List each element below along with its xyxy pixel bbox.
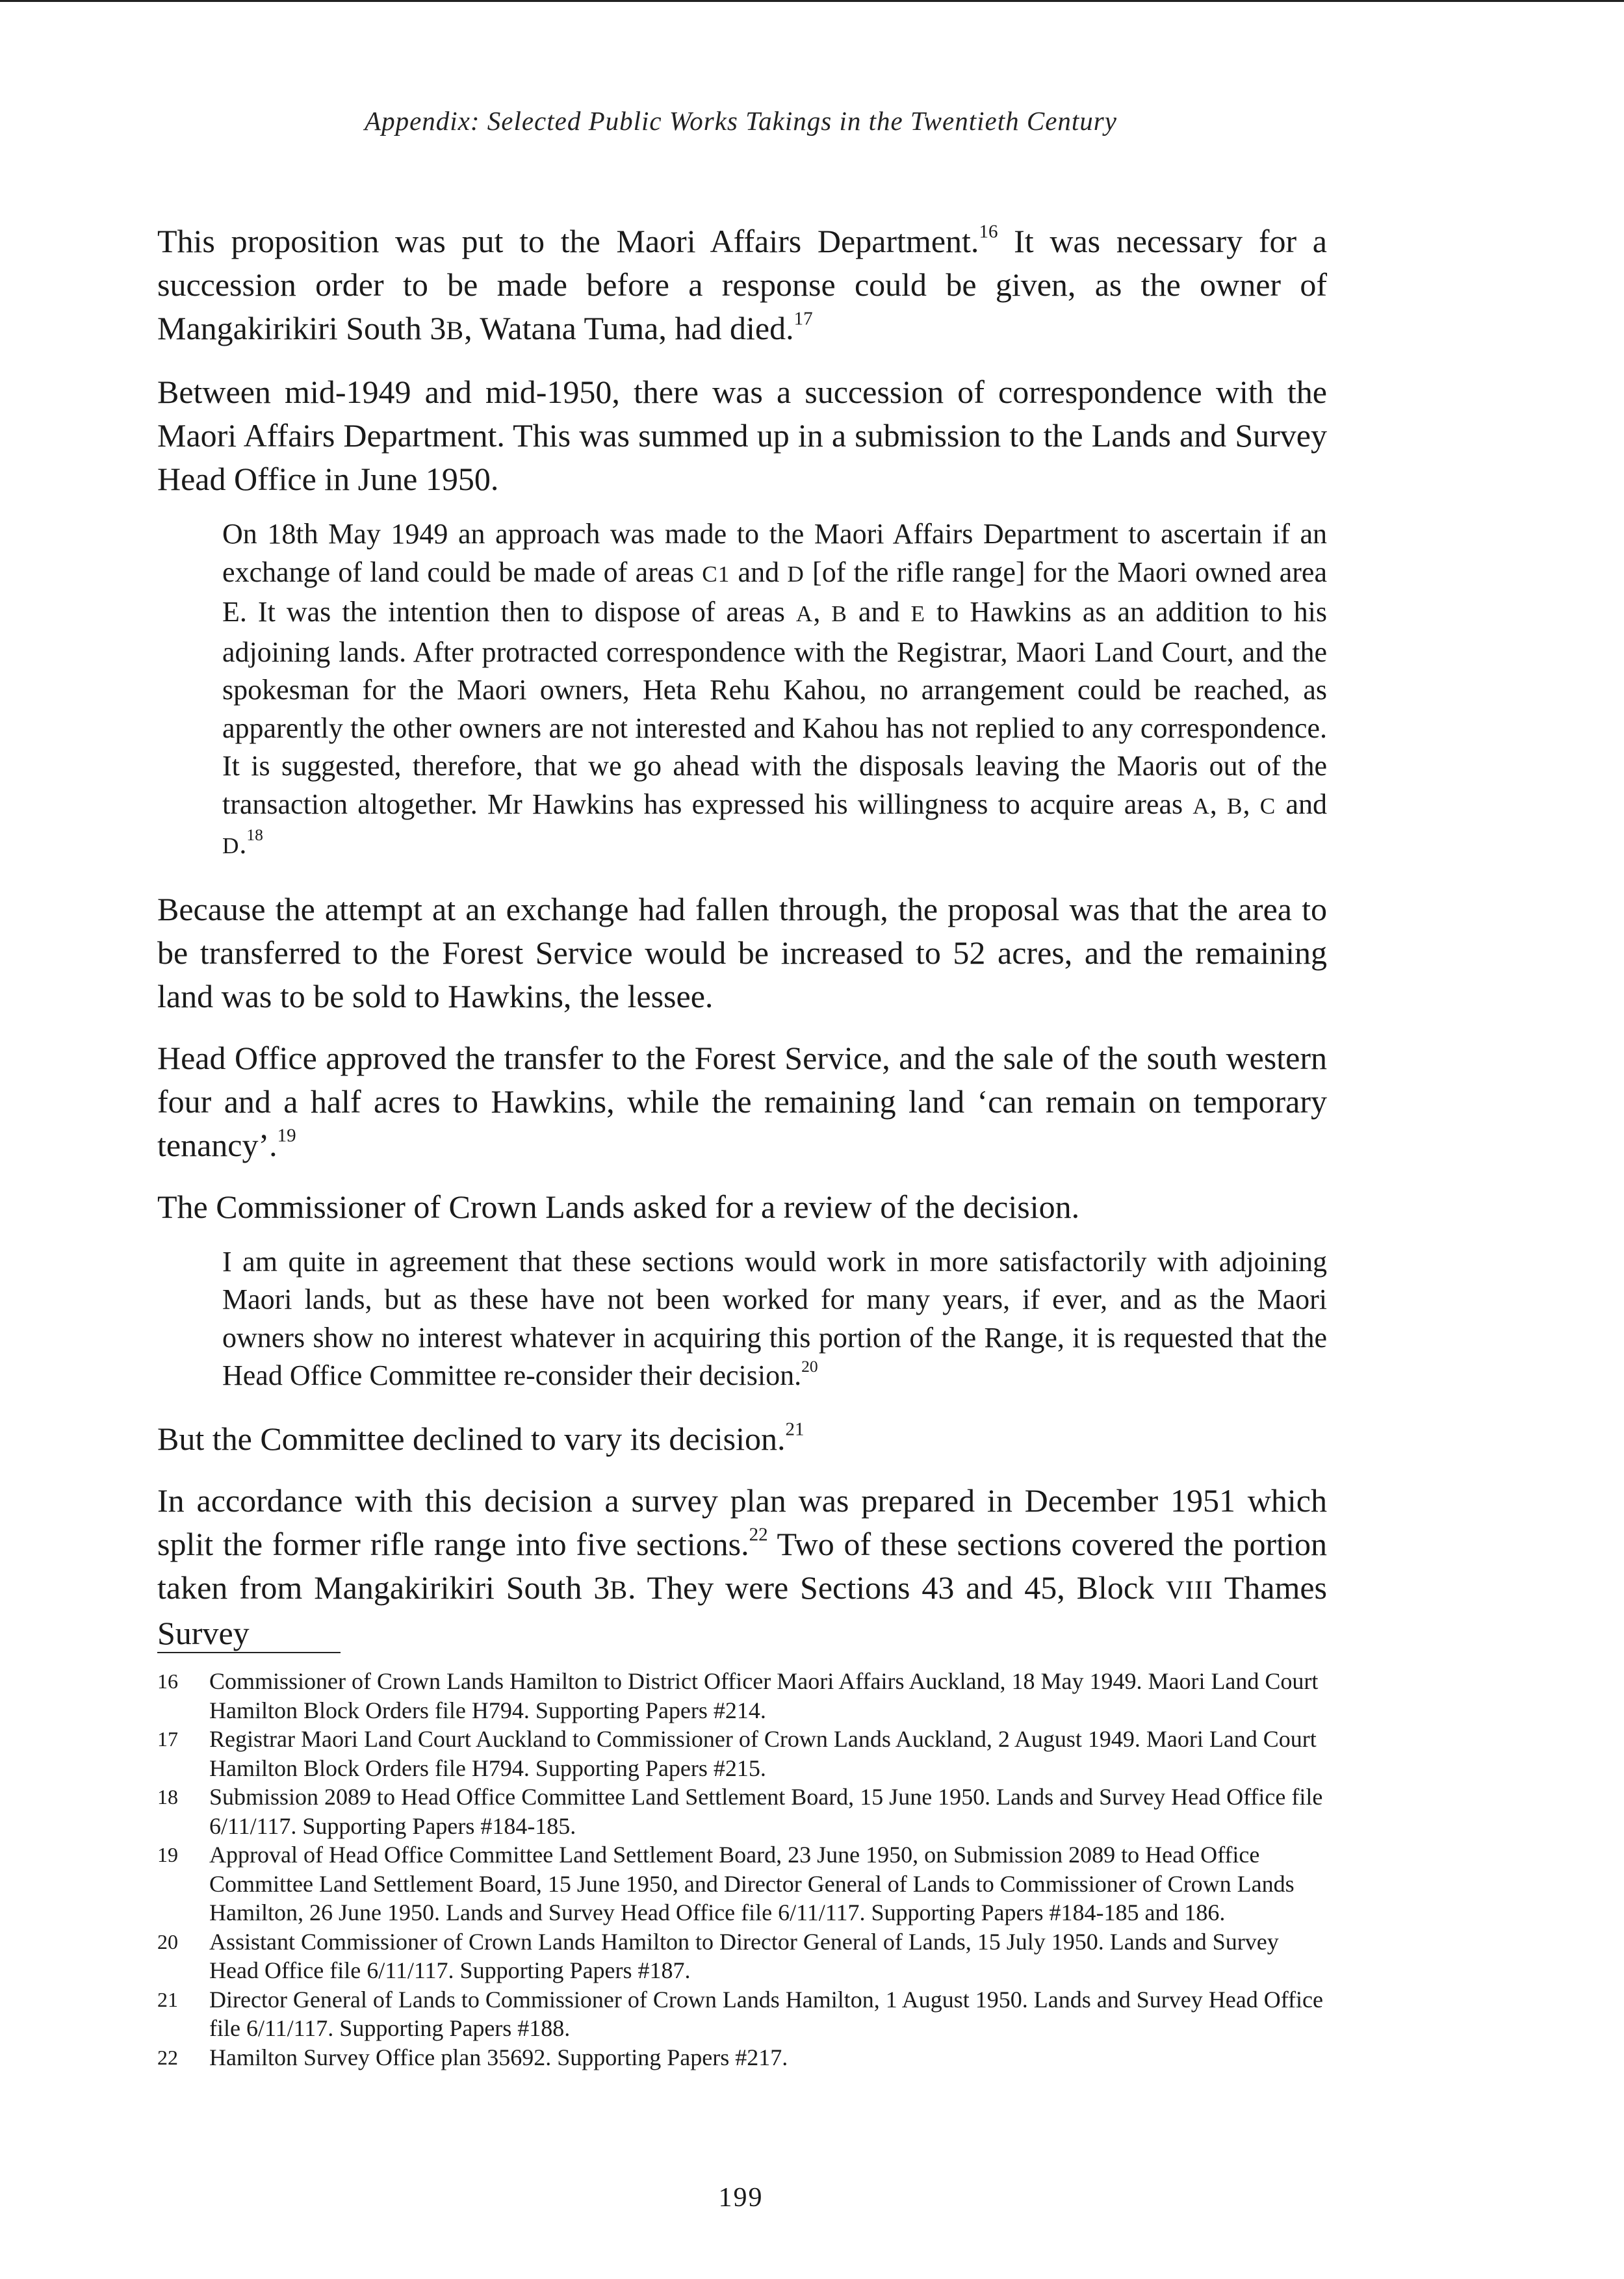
block-quote-1 [222, 515, 1327, 866]
footnote-19 [157, 1840, 1327, 1927]
small-caps-c1: C1 [702, 561, 730, 587]
footnote-ref-20[interactable]: 20 [801, 1357, 818, 1376]
footnote-20 [157, 1927, 1327, 1985]
quote-1-text: to Hawkins as an addition to his adjoining lands. After protracted correspondence with the Registrar, Maori Land Court, and the spokesman for the Maori owners, Heta Rehu Kahou, no arrangement could be reached, as apparently the other owners are not interested and Kahou has not replied to any correspondence. It is suggested, therefore, that we go ahead with the disposals leaving the Maoris out of the transaction altogether. Mr Hawkins has expressed his willingness to acquire areas [222, 596, 1328, 820]
paragraph-2: Between mid-1949 and mid-1950, there was a succession of correspondence with the Maori Affairs Department. This was summed up in a submission to the Lands and Survey Head Office in June 1950. [157, 374, 1327, 497]
footnote-ref-19[interactable]: 19 [277, 1124, 296, 1146]
small-caps-b: B [446, 316, 465, 345]
footnote-ref-21[interactable]: 21 [785, 1418, 805, 1439]
footnotes [157, 1667, 1327, 2072]
paragraph-1-text-c: , Watana Tuma, had died. [464, 310, 794, 346]
small-caps-a: A [795, 601, 814, 626]
quote-1-text: , [1209, 788, 1228, 820]
footnote-16 [157, 1667, 1327, 1725]
small-caps-b: B [1227, 793, 1243, 819]
running-head: Appendix: Selected Public Works Takings in the Twentieth Century [365, 106, 1117, 136]
paragraph-1-text: This proposition was put to the Maori Affairs Department. [157, 223, 979, 259]
quote-2-text: I am quite in agreement that these sections would work in more satisfactorily with adjoining Maori lands, but as these have not been worked for many years, if ever, and as the Maori owners show no interest whatever in acquiring this portion of the Range, it is requested that the Head Office Committee re-consider their decision. [222, 1245, 1327, 1391]
small-caps-d: D [787, 561, 805, 587]
paragraph-6 [157, 1417, 1327, 1461]
paragraph-1-text-b: It was necessary for a succession order to be made before a response could be given, as the owner of Mangakirikiri South 3 [157, 223, 1327, 346]
footnote-number: 21 [157, 1987, 178, 2011]
footnote-number: 16 [157, 1669, 178, 1693]
top-border-rule [0, 0, 1624, 2]
small-caps-e: E [910, 601, 926, 626]
footnote-17 [157, 1725, 1327, 1783]
paragraph-4 [157, 1036, 1327, 1167]
quote-1-text: On 18th May 1949 an approach was made to the Maori Affairs Department to ascertain if an exchange of land could be made of areas [222, 518, 1327, 588]
small-caps-b: B [610, 1575, 628, 1604]
footnote-number: 20 [157, 1929, 178, 1953]
footnote-number: 17 [157, 1727, 178, 1751]
quote-1-text: and [1276, 788, 1328, 820]
footnote-text: Director General of Lands to Commissioner of Crown Lands Hamilton, 1 August 1950. Lands and Survey Head Office file 6/11/117. Supporting Papers #188. [209, 1986, 1323, 2041]
quote-1-text: , [1243, 788, 1260, 820]
footnote-text: Commissioner of Crown Lands Hamilton to District Officer Maori Affairs Auckland, 18 May 1949. Maori Land Court Hamilton Block Orders file H794. Supporting Papers #214. [209, 1668, 1319, 1723]
footnote-number: 22 [157, 2045, 178, 2069]
small-caps-d: D [222, 833, 240, 858]
paragraph-7-text: In accordance with this decision a survey plan was prepared in December 1951 which split the former rifle range into five sections. [157, 1482, 1327, 1562]
footnote-text: Assistant Commissioner of Crown Lands Hamilton to Director General of Lands, 15 July 1950. Lands and Survey Head Office file 6/11/117. Supporting Papers #187. [209, 1928, 1279, 1983]
quote-1-text: . [239, 828, 247, 860]
body-text [157, 220, 1327, 1673]
small-caps-b: B [831, 601, 847, 626]
footnote-text: Approval of Head Office Committee Land Settlement Board, 23 June 1950, on Submission 2089 to Head Office Committee Land Settlement Board, 15 June 1950, and Director General of Lands to Commissioner of Crown Lands Hamilton, 26 June 1950. Lands and Survey Head Office file 6/11/117. Supporting Papers #184-185 and 186. [209, 1842, 1295, 1925]
footnote-text: Registrar Maori Land Court Auckland to Commissioner of Crown Lands Auckland, 2 August 1949. Maori Land Court Hamilton Block Orders file H794. Supporting Papers #215. [209, 1726, 1317, 1781]
paragraph-7-text-d: Thames Survey [157, 1569, 1327, 1651]
paragraph-4-text: Head Office approved the transfer to the Forest Service, and the sale of the south western four and a half acres to Hawkins, while the remaining land ‘can remain on temporary tenancy’. [157, 1039, 1327, 1163]
paragraph-7-text-c: . They were Sections 43 and 45, Block [628, 1569, 1166, 1606]
quote-1-text: and [730, 556, 788, 588]
footnote-ref-22[interactable]: 22 [749, 1523, 768, 1545]
footnote-text: Hamilton Survey Office plan 35692. Supporting Papers #217. [209, 2044, 788, 2070]
footnote-ref-16[interactable]: 16 [979, 221, 998, 242]
small-caps-viii: VIII [1165, 1575, 1213, 1604]
page-number: 199 [718, 2183, 764, 2213]
paragraph-6-text: But the Committee declined to vary its decision. [157, 1420, 786, 1457]
quote-1-text: and [847, 596, 911, 628]
footnote-text: Submission 2089 to Head Office Committee Land Settlement Board, 15 June 1950. Lands and Survey Head Office file 6/11/117. Supporting Papers #184-185. [209, 1784, 1323, 1839]
small-caps-a: A [1192, 793, 1210, 819]
footnote-21 [157, 1985, 1327, 2043]
paragraph-5: The Commissioner of Crown Lands asked for a review of the decision. [157, 1188, 1080, 1225]
footnote-18 [157, 1783, 1327, 1840]
paragraph-7 [157, 1479, 1327, 1655]
footnote-22 [157, 2043, 1327, 2072]
paragraph-1 [157, 220, 1327, 352]
block-quote-2 [222, 1243, 1327, 1395]
small-caps-c: C [1259, 793, 1276, 819]
footnote-ref-17[interactable]: 17 [793, 308, 813, 329]
paragraph-7-text-b: Two of these sections covered the portion taken from Mangakirikiri South 3 [157, 1525, 1327, 1606]
paragraph-3: Because the attempt at an exchange had fallen through, the proposal was that the area to be transferred to the Forest Service would be increased to 52 acres, and the remaining land was to be sold to Hawkins, the lessee. [157, 890, 1327, 1014]
quote-1-text: [of the rifle range] for the Maori owned area E. It was the intention then to dispose of areas [222, 556, 1327, 628]
footnote-ref-18[interactable]: 18 [246, 825, 263, 845]
footnote-separator [157, 1652, 341, 1653]
footnote-number: 18 [157, 1785, 178, 1809]
footnote-number: 19 [157, 1843, 178, 1866]
quote-1-text: , [813, 596, 832, 628]
